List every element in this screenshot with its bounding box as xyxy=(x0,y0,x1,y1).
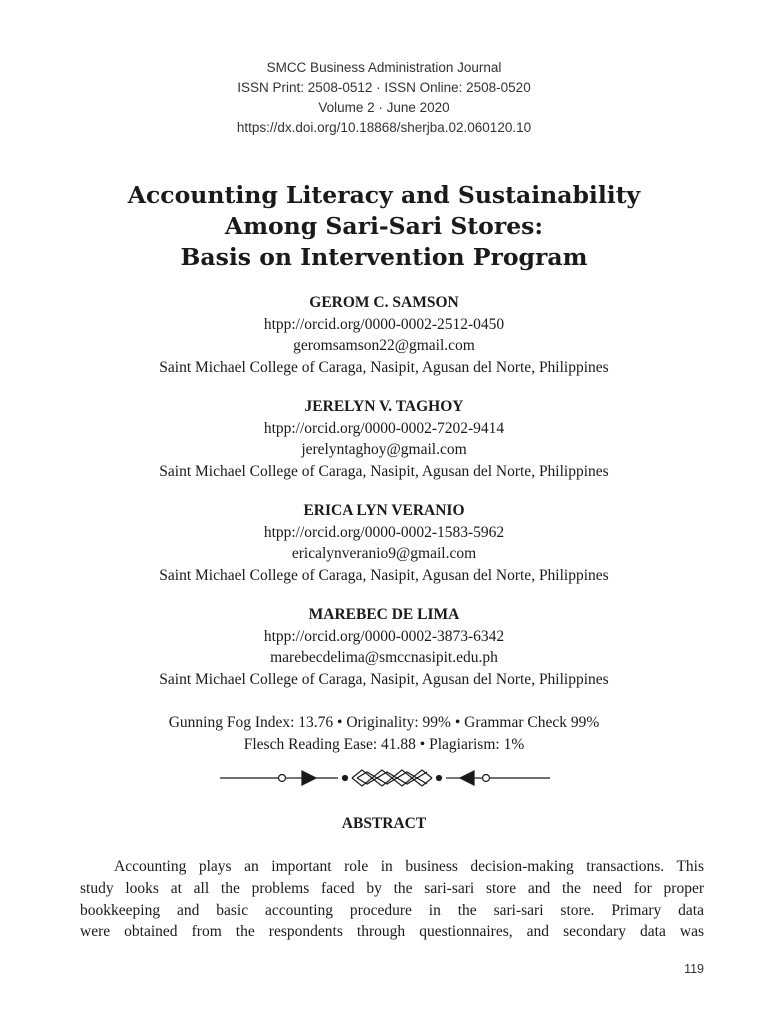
author-block xyxy=(0,604,768,690)
abstract-body xyxy=(80,856,704,943)
author-list xyxy=(0,292,768,708)
author-email-link[interactable]: jerelyntaghoy@gmail.com xyxy=(301,441,467,458)
abstract-line: were obtained from the respondents through questionnaires, and secondary data was xyxy=(80,923,704,941)
author-name: ERICA LYN VERANIO xyxy=(303,502,465,519)
metrics-line-1: Gunning Fog Index: 13.76 • Originality: 99% • Grammar Check 99% xyxy=(168,714,600,731)
journal-name: SMCC Business Administration Journal xyxy=(266,60,502,75)
journal-header xyxy=(0,58,768,138)
journal-volume: Volume 2 · June 2020 xyxy=(318,100,450,115)
author-affiliation: Saint Michael College of Caraga, Nasipit, Agusan del Norte, Philippines xyxy=(159,670,609,688)
abstract-line: Accounting plays an important role in business decision-making transactions. This xyxy=(114,858,704,875)
author-affiliation: Saint Michael College of Caraga, Nasipit, Agusan del Norte, Philippines xyxy=(159,358,609,376)
journal-issn: ISSN Print: 2508-0512 · ISSN Online: 2508-0520 xyxy=(237,80,531,95)
author-email-link[interactable]: geromsamson22@gmail.com xyxy=(293,337,475,354)
author-email-link[interactable]: marebecdelima@smccnasipit.edu.ph xyxy=(270,649,498,666)
author-name: MAREBEC DE LIMA xyxy=(308,606,460,623)
readability-metrics xyxy=(0,712,768,755)
author-block xyxy=(0,292,768,378)
paper-title-line-2: Among Sari-Sari Stores: xyxy=(224,212,544,240)
paper-title-line-1: Accounting Literacy and Sustainability xyxy=(127,181,641,209)
author-email-link[interactable]: ericalynveranio9@gmail.com xyxy=(291,545,477,562)
author-affiliation: Saint Michael College of Caraga, Nasipit, Agusan del Norte, Philippines xyxy=(159,462,609,480)
paper-title xyxy=(0,180,768,273)
author-orcid-link[interactable]: htpp://orcid.org/0000-0002-7202-9414 xyxy=(263,419,505,437)
author-orcid-link[interactable]: htpp://orcid.org/0000-0002-1583-5962 xyxy=(263,523,505,541)
paper-title-line-3: Basis on Intervention Program xyxy=(180,243,588,271)
author-name: GEROM C. SAMSON xyxy=(309,294,459,311)
abstract-line: bookkeeping and basic accounting procedure in the sari-sari store. Primary data xyxy=(80,901,704,919)
author-block xyxy=(0,500,768,586)
author-orcid-link[interactable]: htpp://orcid.org/0000-0002-2512-0450 xyxy=(263,315,505,333)
page-number: 119 xyxy=(684,962,704,976)
author-name: JERELYN V. TAGHOY xyxy=(304,398,464,415)
author-affiliation: Saint Michael College of Caraga, Nasipit, Agusan del Norte, Philippines xyxy=(159,566,609,584)
author-orcid-link[interactable]: htpp://orcid.org/0000-0002-3873-6342 xyxy=(263,627,505,645)
author-block xyxy=(0,396,768,482)
abstract-line: study looks at all the problems faced by the sari-sari store and the need for proper xyxy=(80,879,704,897)
metrics-line-2: Flesch Reading Ease: 41.88 • Plagiarism: 1% xyxy=(243,735,525,753)
journal-doi-link[interactable]: https://dx.doi.org/10.18868/sherjba.02.060120.10 xyxy=(236,120,532,135)
abstract-heading: ABSTRACT xyxy=(341,815,427,832)
decorative-divider-icon xyxy=(220,763,550,793)
